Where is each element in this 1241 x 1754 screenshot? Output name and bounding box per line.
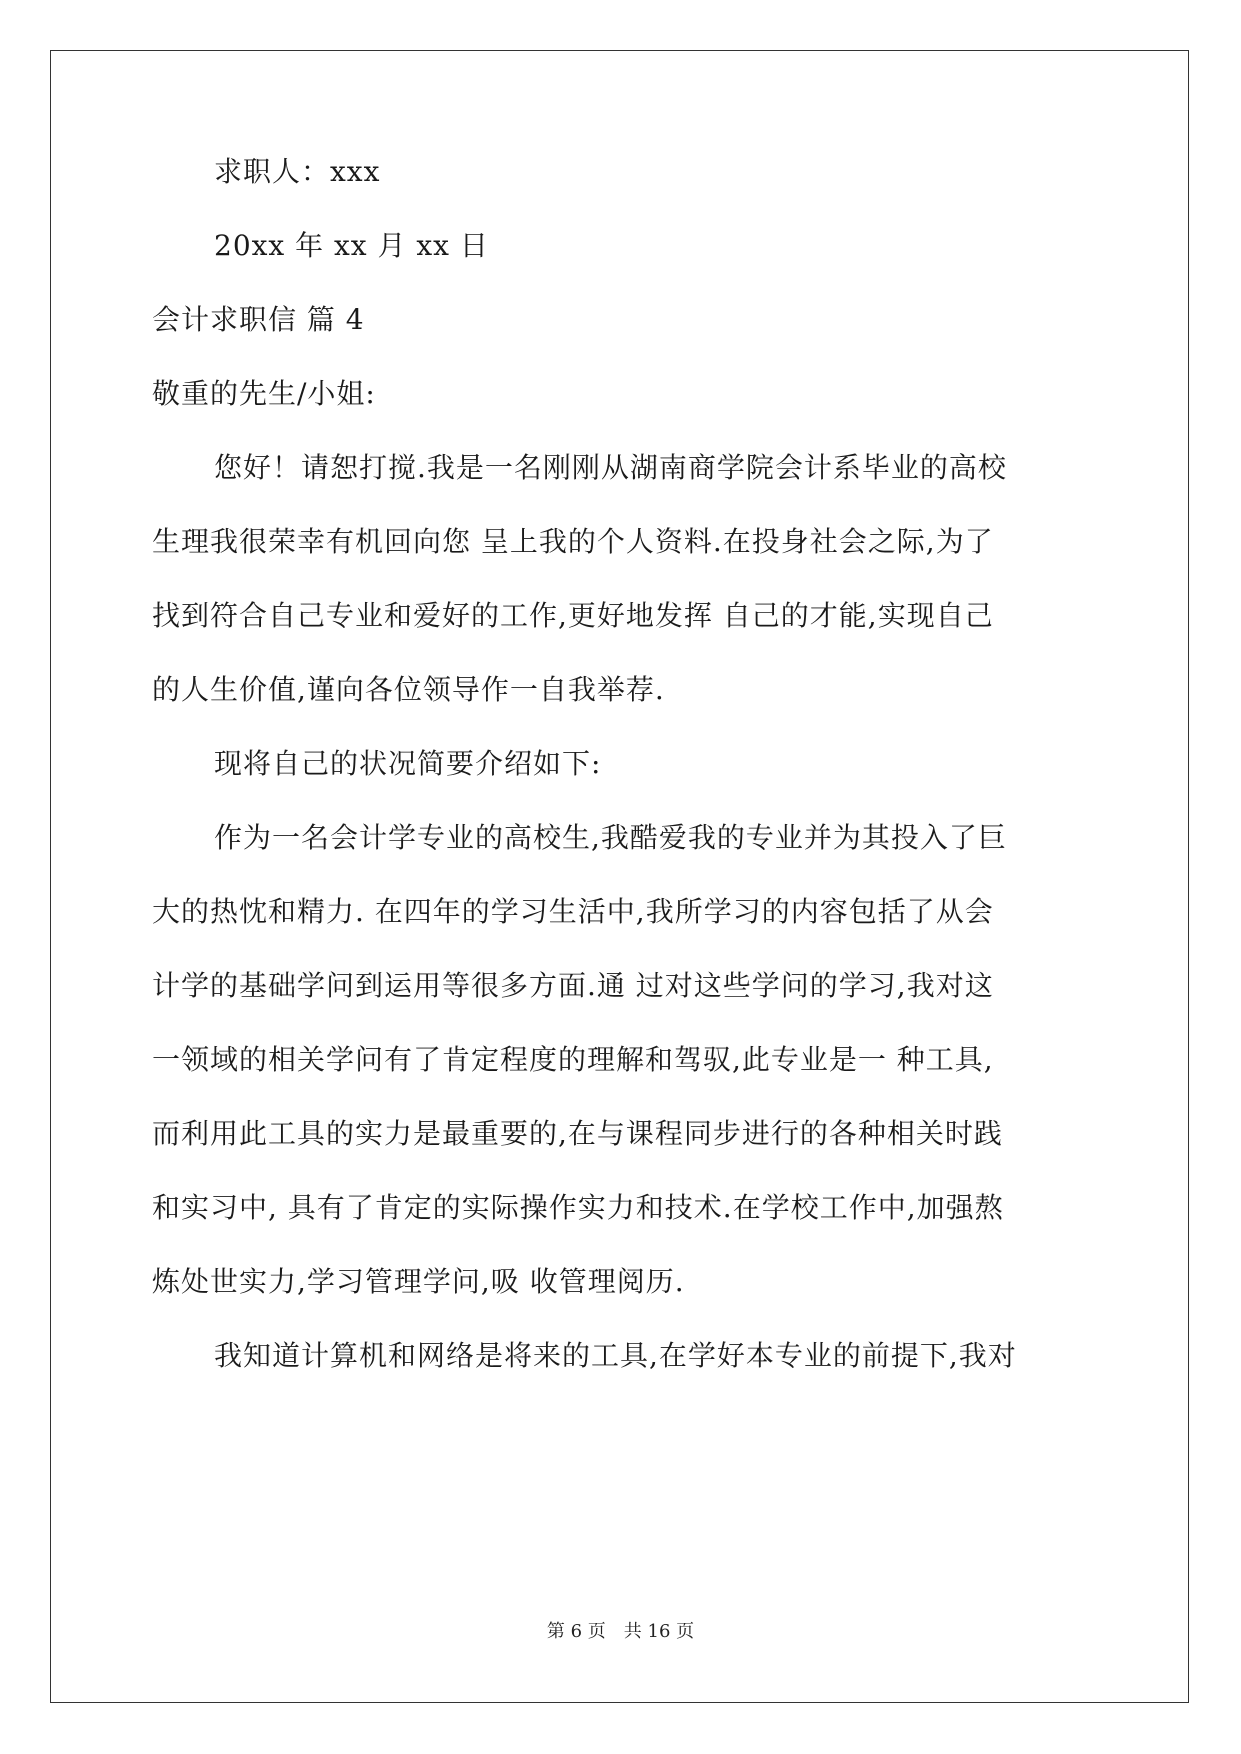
paragraph-line: 计学的基础学问到运用等很多方面.通 过对这些学问的学习,我对这 [152, 969, 994, 1002]
page-number-current: 第 6 页 [546, 1621, 606, 1642]
paragraph-line: 现将自己的状况简要介绍如下: [214, 747, 602, 780]
date-line: 20xx 年 xx 月 xx 日 [214, 229, 489, 262]
paragraph-line: 炼处世实力,学习管理学问,吸 收管理阅历. [152, 1265, 685, 1298]
page-frame [50, 50, 1189, 1703]
applicant-line: 求职人：xxx [214, 155, 381, 188]
section-heading: 会计求职信 篇 4 [152, 303, 365, 336]
paragraph-line: 作为一名会计学专业的高校生,我酷爱我的专业并为其投入了巨 [214, 821, 1007, 854]
page-number-total: 共 16 页 [623, 1621, 695, 1642]
paragraph-line: 一领域的相关学问有了肯定程度的理解和驾驭,此专业是一 种工具, [152, 1043, 994, 1076]
page-footer [0, 1620, 1241, 1644]
paragraph-line: 您好！请恕打搅.我是一名刚刚从湖南商学院会计系毕业的高校 [214, 451, 1007, 484]
salutation: 敬重的先生/小姐: [152, 377, 376, 410]
paragraph-line: 大的热忱和精力. 在四年的学习生活中,我所学习的内容包括了从会 [152, 895, 994, 928]
paragraph-line: 生理我很荣幸有机回向您 呈上我的个人资料.在投身社会之际,为了 [152, 525, 994, 558]
paragraph-line: 找到符合自己专业和爱好的工作,更好地发挥 自己的才能,实现自己 [152, 599, 994, 632]
paragraph-line: 而利用此工具的实力是最重要的,在与课程同步进行的各种相关时践 [152, 1117, 1003, 1150]
paragraph-line: 和实习中, 具有了肯定的实际操作实力和技术.在学校工作中,加强熬 [152, 1191, 1004, 1224]
paragraph-line: 我知道计算机和网络是将来的工具,在学好本专业的前提下,我对 [214, 1339, 1017, 1372]
paragraph-line: 的人生价值,谨向各位领导作一自我举荐. [152, 673, 665, 706]
